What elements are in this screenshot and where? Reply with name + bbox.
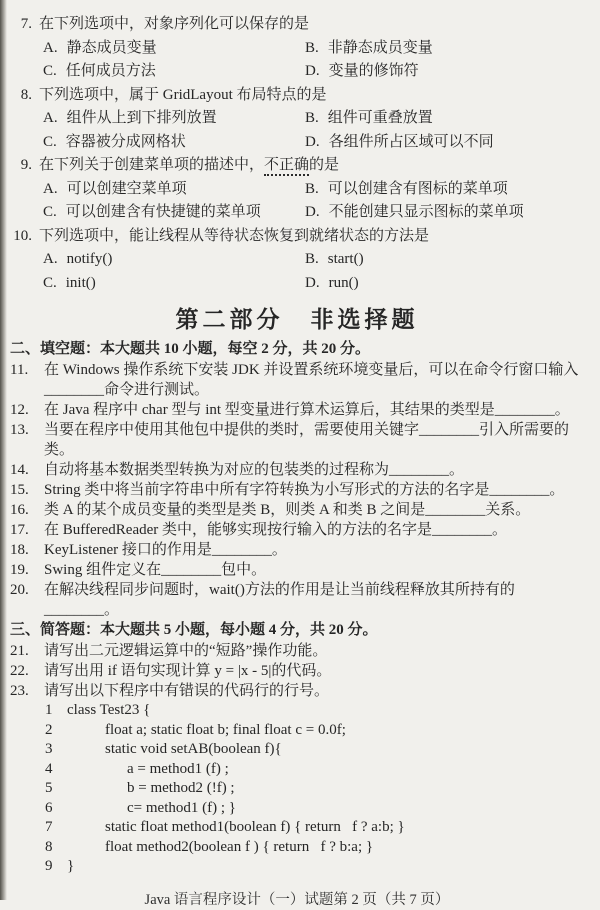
option-text: 非静态成员变量 — [327, 39, 433, 56]
code-line-number: 4 — [45, 760, 53, 777]
item-text: 在 BufferedReader 类中，能够实现按行输入的方法的名字是________。 — [44, 522, 508, 538]
options-row — [10, 201, 584, 225]
item-number: 16. — [10, 502, 29, 518]
option-d — [305, 272, 359, 296]
fill-item-12 — [10, 400, 584, 420]
option-text: 容器被分成网格状 — [65, 133, 186, 150]
option-key: A. — [43, 110, 58, 126]
item-number: 13. — [10, 422, 29, 438]
option-d — [305, 60, 419, 84]
item-number: 15. — [10, 482, 29, 498]
item-text: 在解决线程同步问题时，wait()方法的作用是让当前线程释放其所持有的________。 — [44, 582, 515, 618]
code-text: class Test23 { — [67, 702, 151, 718]
option-key: C. — [43, 63, 57, 79]
item-number: 21. — [10, 643, 29, 659]
option-a — [43, 178, 305, 202]
option-d — [305, 201, 524, 225]
question-8 — [10, 84, 584, 155]
option-text: 组件可重叠放置 — [327, 110, 433, 126]
item-text-line2: ________命令进行测试。 — [44, 382, 210, 398]
fill-item-16 — [10, 500, 584, 520]
item-text: 请写出以下程序中有错误的代码行的行号。 — [44, 683, 330, 699]
question-text — [39, 13, 309, 37]
code-text: } — [67, 858, 75, 874]
item-number: 19. — [10, 562, 29, 578]
page-footer: Java 语言程序设计（一）试题第 2 页（共 7 页） — [144, 891, 450, 908]
option-key: B. — [305, 180, 319, 197]
item-text: 类 A 的某个成员变量的类型是类 B，则类 A 和类 B 之间是________关系。 — [44, 502, 531, 518]
item-text: 请写出用 if 语句实现计算 y = |x - 5|的代码。 — [44, 663, 332, 679]
option-text: 组件从上到下排列放置 — [66, 110, 217, 126]
code-text: static void setAB(boolean f){ — [105, 741, 282, 757]
question-number: 7. — [20, 16, 32, 32]
stem-pre: 在下列选项中，对象序列化可以保存的是 — [39, 16, 310, 32]
option-key: B. — [305, 251, 319, 267]
item-text: 在 Java 程序中 char 型与 int 型变量进行算术运算后，其结果的类型是________。 — [44, 402, 570, 418]
item-text — [44, 360, 584, 400]
item-number: 17. — [10, 522, 29, 538]
fill-item-13 — [10, 420, 584, 460]
option-text: 静态成员变量 — [66, 39, 157, 56]
code-line — [10, 740, 584, 760]
question-stem — [10, 154, 584, 178]
code-text: float a; static float b; final float c = 0.0f; — [105, 721, 346, 738]
code-line — [10, 701, 584, 721]
code-text: static float method1(boolean f) { return f ? a:b; } — [105, 819, 405, 835]
option-key: A. — [43, 39, 58, 56]
stem-pre: 在下列关于创建菜单项的描述中， — [39, 157, 265, 173]
code-text: float method2(boolean f ) { return f ? b:a; } — [105, 838, 374, 855]
option-b — [305, 178, 508, 202]
question-stem — [10, 13, 584, 37]
question-number: 10. — [13, 227, 32, 244]
option-key: D. — [305, 133, 320, 150]
fill-item-15 — [10, 480, 584, 500]
code-line — [10, 799, 584, 819]
option-key: C. — [43, 274, 57, 291]
code-line — [10, 838, 584, 858]
options-row — [10, 60, 584, 84]
option-c — [43, 131, 305, 155]
fill-item-11 — [10, 360, 584, 400]
option-b — [305, 107, 433, 131]
fill-item-20 — [10, 580, 584, 620]
option-text: start() — [327, 251, 364, 267]
option-key: D. — [305, 63, 320, 79]
item-text: 自动将基本数据类型转换为对应的包装类的过程称为________。 — [44, 462, 465, 478]
option-key: C. — [43, 133, 57, 150]
item-number: 23. — [10, 683, 29, 699]
option-a — [43, 107, 305, 131]
option-key: C. — [43, 204, 57, 220]
item-number: 12. — [10, 402, 29, 418]
option-b — [305, 248, 364, 272]
option-text: run() — [328, 274, 359, 291]
fill-item-19 — [10, 560, 584, 580]
code-line-number: 2 — [45, 721, 53, 738]
item-number: 22. — [10, 663, 29, 679]
question-stem — [10, 225, 584, 249]
option-key: A. — [43, 251, 58, 267]
fill-section-header: 二、填空题：本大题共 10 小题，每空 2 分，共 20 分。 — [10, 341, 371, 357]
question-7 — [10, 13, 584, 84]
code-listing — [10, 701, 584, 877]
options-row — [10, 37, 584, 61]
fill-item-17 — [10, 520, 584, 540]
code-line — [10, 857, 584, 877]
option-text: 可以创建含有快捷键的菜单项 — [65, 204, 261, 220]
question-text — [39, 225, 429, 249]
item-text: Swing 组件定义在________包中。 — [44, 562, 267, 578]
option-text: init() — [65, 274, 96, 291]
item-text-line1: 在 Windows 操作系统下安装 JDK 并设置系统环境变量后，可以在命令行窗口输入 — [44, 362, 579, 378]
option-a — [43, 248, 305, 272]
question-text — [39, 154, 339, 178]
option-key: A. — [43, 180, 58, 197]
code-text: b = method2 (!f) ; — [127, 780, 235, 796]
code-line — [10, 760, 584, 780]
question-number: 8. — [20, 86, 32, 103]
option-text: 可以创建含有图标的菜单项 — [327, 180, 508, 197]
code-line — [10, 721, 584, 741]
short-section-header: 三、简答题：本大题共 5 小题，每小题 4 分，共 20 分。 — [10, 622, 378, 638]
code-text: a = method1 (f) ; — [127, 760, 229, 777]
code-line-number: 1 — [45, 702, 53, 718]
option-text: notify() — [66, 251, 113, 267]
option-key: B. — [305, 110, 319, 126]
code-line — [10, 779, 584, 799]
code-line-number: 6 — [45, 799, 53, 816]
question-number: 9. — [20, 157, 32, 173]
option-text: 可以创建空菜单项 — [66, 180, 187, 197]
item-text: String 类中将当前字符串中所有字符转换为小写形式的方法的名字是________。 — [44, 482, 565, 498]
stem-emphasis: 不正确 — [264, 157, 309, 176]
question-stem — [10, 84, 584, 108]
item-text: 请写出二元逻辑运算中的“短路”操作功能。 — [44, 643, 328, 659]
stem-pre: 下列选项中，能让线程从等待状态恢复到就绪状态的方法是 — [39, 227, 430, 244]
options-row — [10, 131, 584, 155]
item-number: 11. — [10, 362, 29, 378]
item-number: 18. — [10, 542, 29, 558]
short-item-21 — [10, 641, 584, 661]
code-line-number: 8 — [45, 838, 53, 855]
code-line-number: 7 — [45, 819, 53, 835]
fill-item-18 — [10, 540, 584, 560]
option-b — [305, 37, 433, 61]
option-text: 变量的修饰符 — [328, 63, 419, 79]
option-text: 不能创建只显示图标的菜单项 — [328, 204, 524, 220]
option-text: 各组件所占区域可以不同 — [328, 133, 494, 150]
option-key: D. — [305, 274, 320, 291]
option-c — [43, 272, 305, 296]
options-row — [10, 248, 584, 272]
option-a — [43, 37, 305, 61]
short-item-23 — [10, 681, 584, 701]
option-d — [305, 131, 494, 155]
stem-pre: 下列选项中，属于 GridLayout 布局特点的是 — [39, 86, 327, 103]
question-9 — [10, 154, 584, 225]
short-item-22 — [10, 661, 584, 681]
item-number: 20. — [10, 582, 29, 598]
question-text — [39, 84, 327, 108]
option-text: 任何成员方法 — [65, 63, 156, 79]
code-line-number: 5 — [45, 780, 53, 796]
option-key: B. — [305, 39, 319, 56]
part2-heading: 第二部分 非选择题 — [175, 306, 419, 332]
options-row — [10, 178, 584, 202]
code-text: c= method1 (f) ; } — [127, 799, 236, 816]
code-line — [10, 818, 584, 838]
question-10 — [10, 225, 584, 296]
option-c — [43, 60, 305, 84]
item-text: 当要在程序中使用其他包中提供的类时，需要使用关键字________引入所需要的类。 — [44, 422, 570, 458]
item-text: KeyListener 接口的作用是________。 — [44, 542, 287, 558]
option-key: D. — [305, 204, 320, 220]
fill-item-14 — [10, 460, 584, 480]
code-line-number: 9 — [45, 858, 53, 874]
stem-post: 的是 — [309, 157, 340, 173]
option-c — [43, 201, 305, 225]
code-line-number: 3 — [45, 741, 53, 757]
item-number: 14. — [10, 462, 29, 478]
options-row — [10, 107, 584, 131]
options-row — [10, 272, 584, 296]
